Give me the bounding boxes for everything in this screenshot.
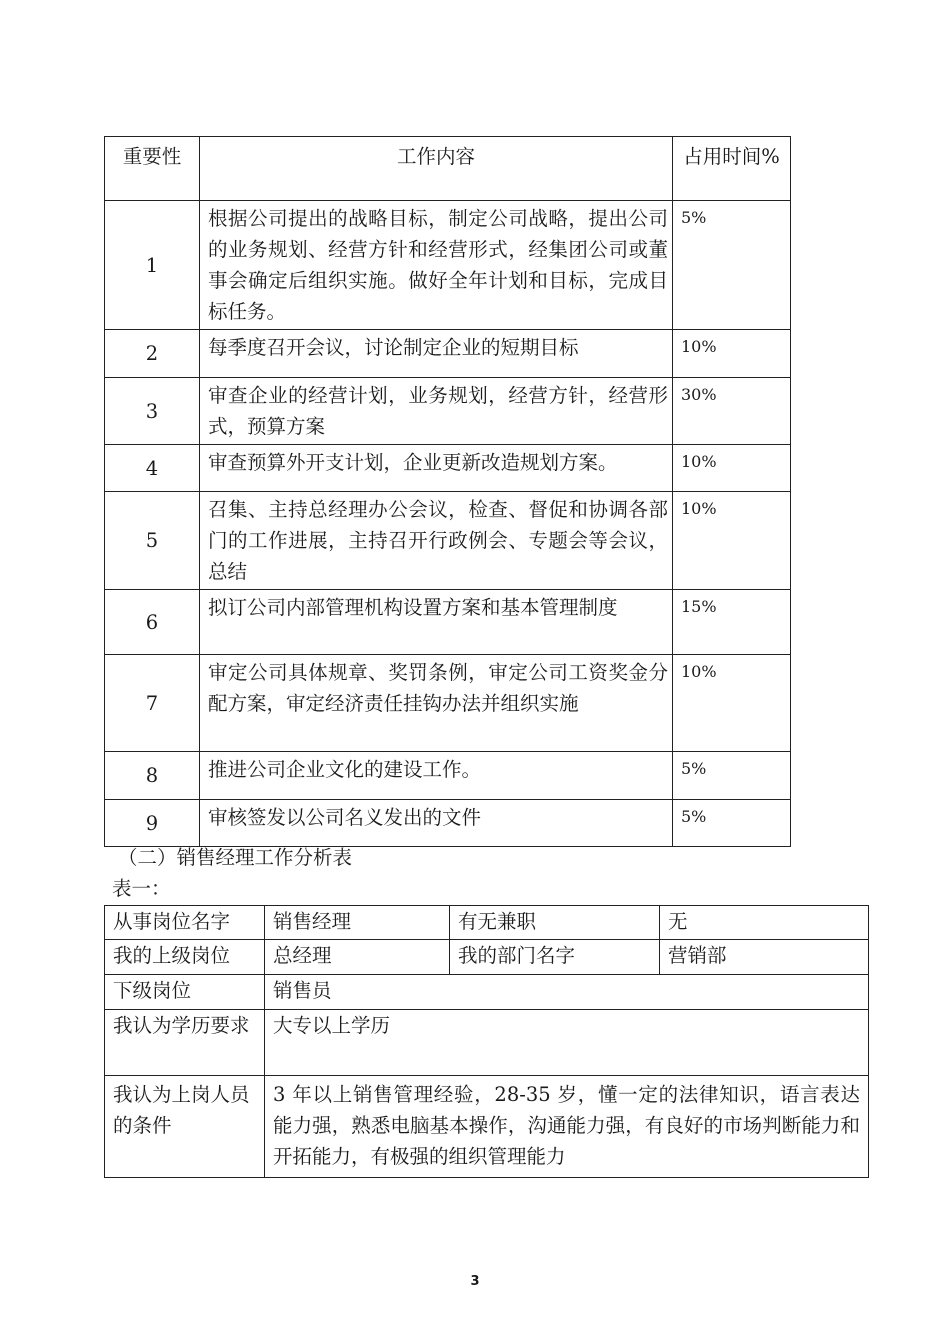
importance-cell: 7 (105, 655, 200, 752)
time-percent-cell: 5% (673, 201, 791, 330)
time-percent-cell: 10% (673, 492, 791, 590)
importance-cell: 9 (105, 800, 200, 847)
header-importance: 重要性 (105, 137, 200, 201)
content-cell: 审核签发以公司名义发出的文件 (200, 800, 673, 847)
time-percent-cell: 10% (673, 445, 791, 492)
table-row (105, 975, 869, 1010)
time-percent-cell: 30% (673, 378, 791, 445)
label-part-time: 有无兼职 (450, 906, 660, 940)
table-row (105, 201, 791, 330)
label-superior: 我的上级岗位 (105, 940, 265, 975)
section-title: （二）销售经理工作分析表 (118, 846, 353, 869)
table-row (105, 330, 791, 378)
value-position-name: 销售经理 (265, 906, 450, 940)
time-percent-cell: 5% (673, 800, 791, 847)
value-conditions: 3 年以上销售管理经验，28-35 岁，懂一定的法律知识，语言表达能力强，熟悉电脑基本操作，沟通能力强，有良好的市场判断能力和开拓能力，有极强的组织管理能力 (265, 1076, 869, 1178)
table-header-row (105, 137, 791, 201)
value-superior: 总经理 (265, 940, 450, 975)
table-label: 表一： (112, 877, 171, 900)
time-percent-cell: 15% (673, 590, 791, 655)
table-row (105, 655, 791, 752)
table-row (105, 1076, 869, 1178)
value-part-time: 无 (660, 906, 869, 940)
value-education: 大专以上学历 (265, 1010, 869, 1076)
table-row (105, 590, 791, 655)
importance-cell: 1 (105, 201, 200, 330)
value-department: 营销部 (660, 940, 869, 975)
importance-cell: 3 (105, 378, 200, 445)
table-row (105, 940, 869, 975)
content-cell: 推进公司企业文化的建设工作。 (200, 752, 673, 800)
table-row (105, 1010, 869, 1076)
content-cell: 审定公司具体规章、奖罚条例，审定公司工资奖金分配方案，审定经济责任挂钩办法并组织实施 (200, 655, 673, 752)
table-row (105, 378, 791, 445)
label-education: 我认为学历要求 (105, 1010, 265, 1076)
content-cell: 审查预算外开支计划，企业更新改造规划方案。 (200, 445, 673, 492)
label-subordinate: 下级岗位 (105, 975, 265, 1010)
time-percent-cell: 10% (673, 655, 791, 752)
time-percent-cell: 10% (673, 330, 791, 378)
header-content: 工作内容 (200, 137, 673, 201)
label-conditions: 我认为上岗人员的条件 (105, 1076, 265, 1178)
table-row (105, 445, 791, 492)
table-row (105, 800, 791, 847)
sales-manager-table (104, 905, 869, 1178)
importance-cell: 5 (105, 492, 200, 590)
importance-cell: 8 (105, 752, 200, 800)
work-content-table (104, 136, 791, 847)
header-time-percent: 占用时间% (673, 137, 791, 201)
time-percent-cell: 5% (673, 752, 791, 800)
content-cell: 每季度召开会议，讨论制定企业的短期目标 (200, 330, 673, 378)
importance-cell: 6 (105, 590, 200, 655)
content-cell: 召集、主持总经理办公会议，检查、督促和协调各部门的工作进展，主持召开行政例会、专题会等会议，总结 (200, 492, 673, 590)
value-subordinate: 销售员 (265, 975, 869, 1010)
page-number: 3 (470, 1274, 480, 1289)
content-cell: 拟订公司内部管理机构设置方案和基本管理制度 (200, 590, 673, 655)
importance-cell: 2 (105, 330, 200, 378)
table-row (105, 752, 791, 800)
table-row (105, 492, 791, 590)
content-cell: 审查企业的经营计划，业务规划，经营方针，经营形式，预算方案 (200, 378, 673, 445)
label-department: 我的部门名字 (450, 940, 660, 975)
content-cell: 根据公司提出的战略目标，制定公司战略，提出公司的业务规划、经营方针和经营形式，经集团公司或董事会确定后组织实施。做好全年计划和目标，完成目标任务。 (200, 201, 673, 330)
label-position-name: 从事岗位名字 (105, 906, 265, 940)
table-row (105, 906, 869, 940)
importance-cell: 4 (105, 445, 200, 492)
